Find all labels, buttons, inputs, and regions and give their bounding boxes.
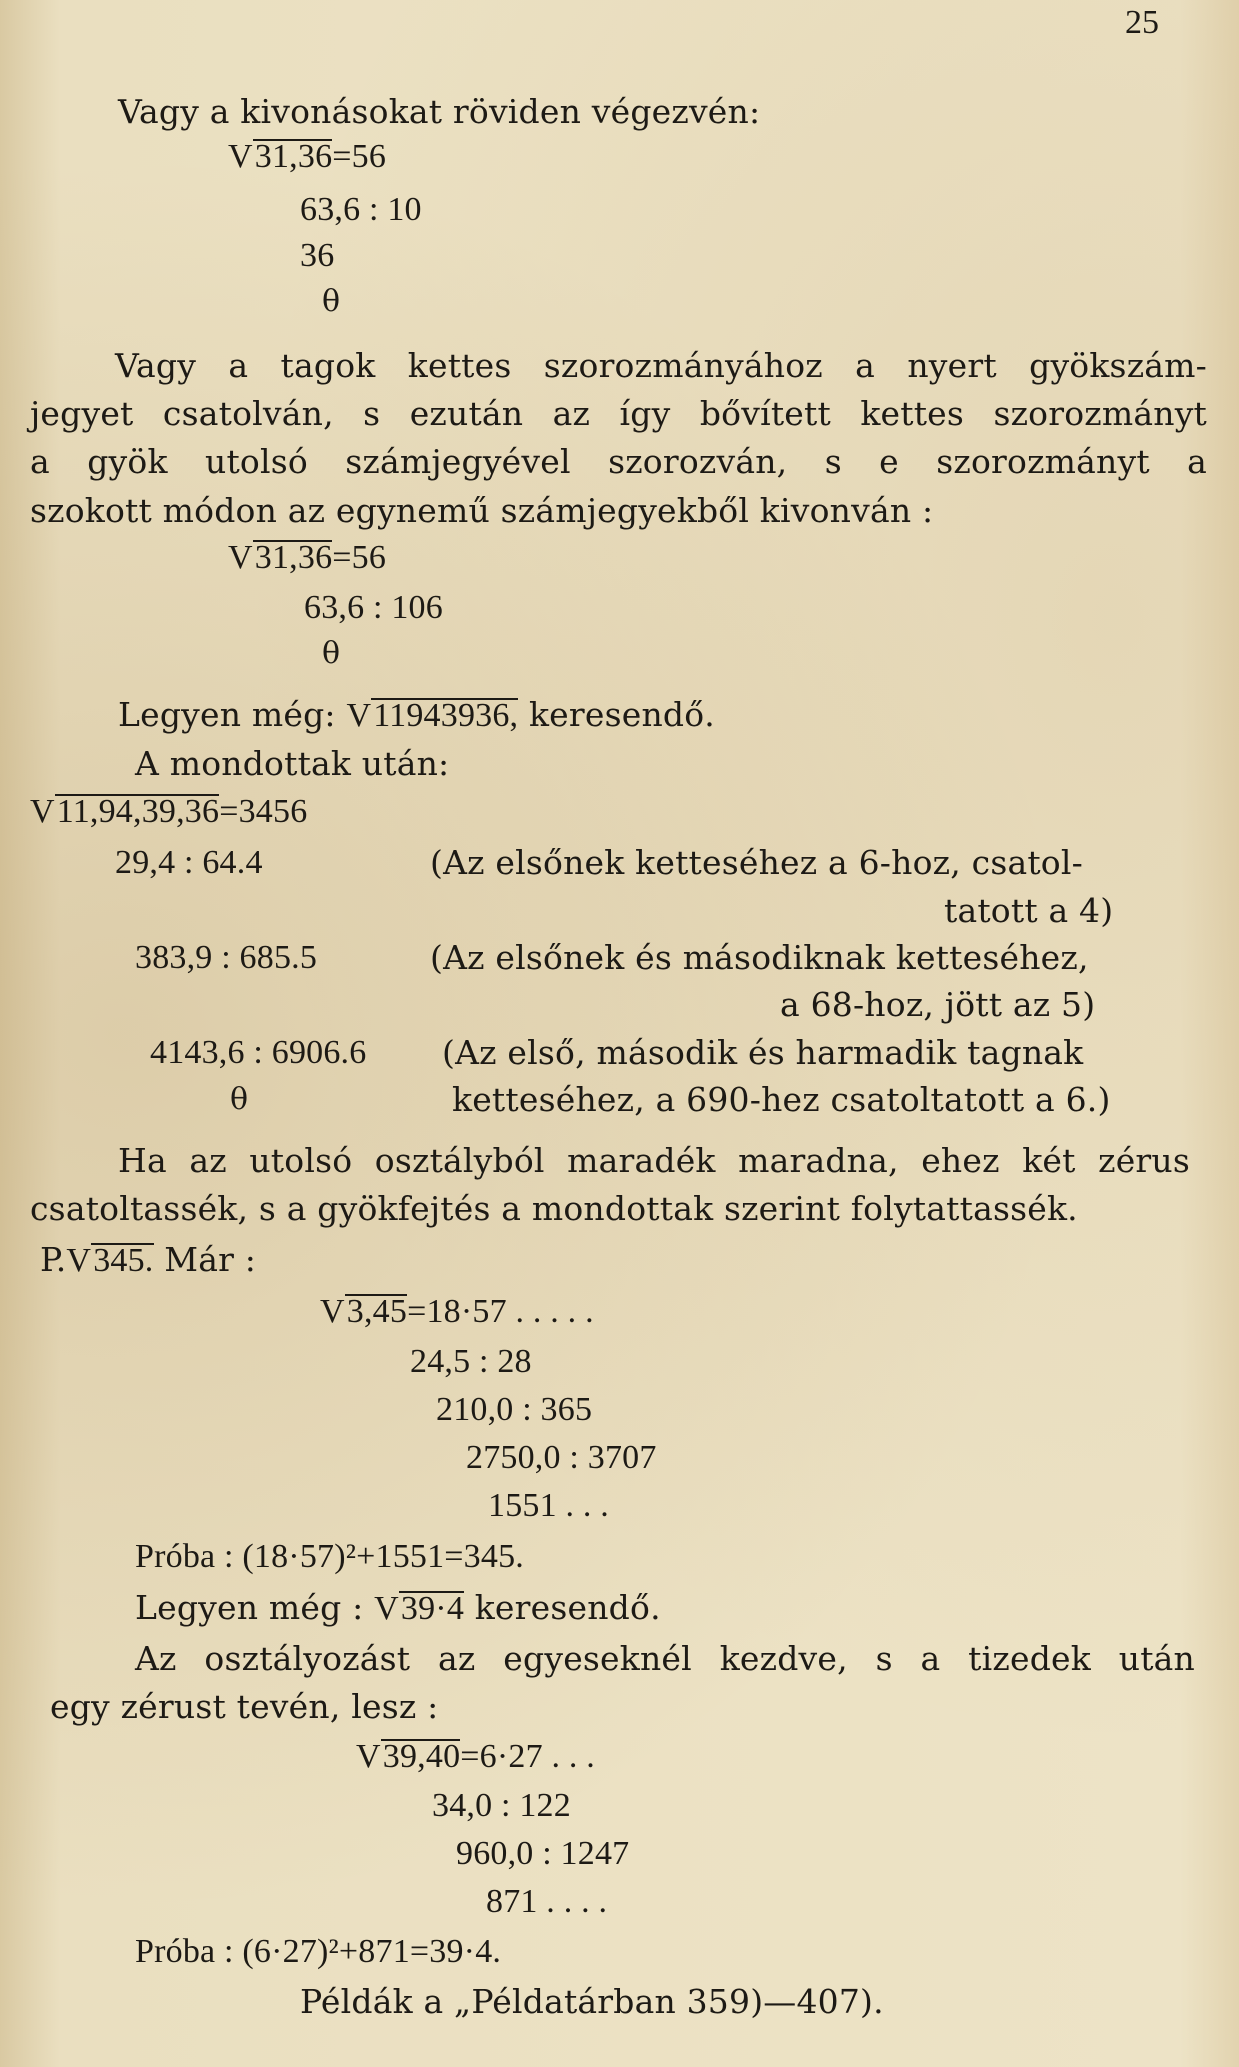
radical-sign: V <box>356 1738 381 1775</box>
radical-sign: V <box>228 138 253 175</box>
step-note: (Az első, második és harmadik tagnak <box>442 1033 1084 1072</box>
paragraph-line: Az osztályozást az egyeseknél kezdve, s a tizedek után <box>135 1639 1195 1678</box>
example-suffix: keresendő. <box>474 1588 661 1627</box>
step-line: 2750,0 : 3707 <box>466 1439 657 1476</box>
remainder-zero: θ <box>322 636 341 671</box>
radicand: 39·4 <box>400 1590 465 1627</box>
paragraph-line: egy zérust tevén, lesz : <box>50 1687 439 1726</box>
reference-line: Példák a „Példatárban 359)—407). <box>300 1982 884 2021</box>
check-line: Próba : (18·57)²+1551=345. <box>135 1538 524 1575</box>
radicand: 31,36 <box>254 539 333 576</box>
example-suffix: Már : <box>164 1240 257 1279</box>
example-line <box>118 695 715 736</box>
root-result: =6·27 . . . <box>460 1738 595 1775</box>
step-note: (Az elsőnek és másodiknak ketteséhez, <box>430 938 1089 977</box>
root-expression <box>228 538 386 578</box>
example-line <box>135 1588 661 1629</box>
radical-sign: V <box>30 793 55 830</box>
step-line: 63,6 : 10 <box>300 191 422 228</box>
step-line: 24,5 : 28 <box>410 1343 532 1380</box>
step-note: (Az elsőnek ketteséhez a 6-hoz, csatol- <box>430 843 1083 882</box>
paragraph-line: szokott módon az egynemű számjegyekből kivonván : <box>30 491 934 530</box>
step-line: 210,0 : 365 <box>436 1391 593 1428</box>
example-label: Legyen még : <box>135 1588 364 1627</box>
example-suffix: keresendő. <box>528 695 715 734</box>
radicand: 3,45 <box>346 1293 408 1330</box>
step-line: 1551 . . . <box>488 1487 609 1524</box>
step-note: a 68-hoz, jött az 5) <box>780 985 1096 1024</box>
step-line: 34,0 : 122 <box>432 1787 571 1824</box>
root-expression <box>228 137 386 177</box>
paragraph-line: a gyök utolsó számjegyével szorozván, s e szorozmányt a <box>30 442 1207 481</box>
root-result: =56 <box>332 539 387 576</box>
step-line: 960,0 : 1247 <box>456 1835 630 1872</box>
radicand: 345. <box>93 1242 154 1279</box>
radical-sign: V <box>346 697 372 734</box>
page-number: 25 <box>1125 4 1159 41</box>
step-note: ketteséhez, a 690-hez csatoltatott a 6.) <box>452 1080 1111 1119</box>
step-line: 36 <box>300 237 335 274</box>
intro-line: Vagy a kivonásokat röviden végezvén: <box>118 92 761 131</box>
radical-sign: V <box>66 1242 92 1279</box>
step-note: tatott a 4) <box>944 891 1114 930</box>
radicand: 11943936, <box>373 697 519 734</box>
radicand: 39,40 <box>382 1738 461 1775</box>
paragraph-line: Vagy a tagok kettes szorozmányához a nyert gyökszám- <box>115 346 1207 385</box>
paragraph-line: jegyet csatolván, s ezután az így bővített kettes szorozmányt <box>30 394 1207 433</box>
paragraph-line: Ha az utolsó osztályból maradék maradna, ehez két zérus <box>118 1141 1190 1180</box>
root-expression <box>320 1292 594 1332</box>
example-line: A mondottak után: <box>135 744 450 783</box>
root-expression <box>30 792 307 832</box>
root-expression <box>356 1737 595 1777</box>
example-label: P. <box>40 1240 67 1279</box>
root-result: =56 <box>332 138 387 175</box>
root-result: =18·57 . . . . . <box>407 1293 594 1330</box>
radical-sign: V <box>374 1590 399 1627</box>
step-line: 63,6 : 106 <box>304 589 443 626</box>
root-result: =3456 <box>219 793 308 830</box>
paragraph-line: csatoltassék, s a gyökfejtés a mondottak szerint folytattassék. <box>30 1189 1078 1228</box>
radical-sign: V <box>320 1293 345 1330</box>
step-line: 4143,6 : 6906.6 <box>150 1034 367 1071</box>
example-line <box>40 1240 256 1281</box>
step-line: 871 . . . . <box>486 1883 608 1920</box>
remainder-zero: θ <box>322 284 341 319</box>
radicand: 11,94,39,36 <box>56 793 220 830</box>
check-line: Próba : (6·27)²+871=39·4. <box>135 1933 502 1970</box>
radicand: 31,36 <box>254 138 333 175</box>
example-label: Legyen még: <box>118 695 336 734</box>
step-line: 383,9 : 685.5 <box>135 939 318 976</box>
radical-sign: V <box>228 539 253 576</box>
step-line: 29,4 : 64.4 <box>115 844 263 881</box>
remainder-zero: θ <box>230 1082 249 1117</box>
